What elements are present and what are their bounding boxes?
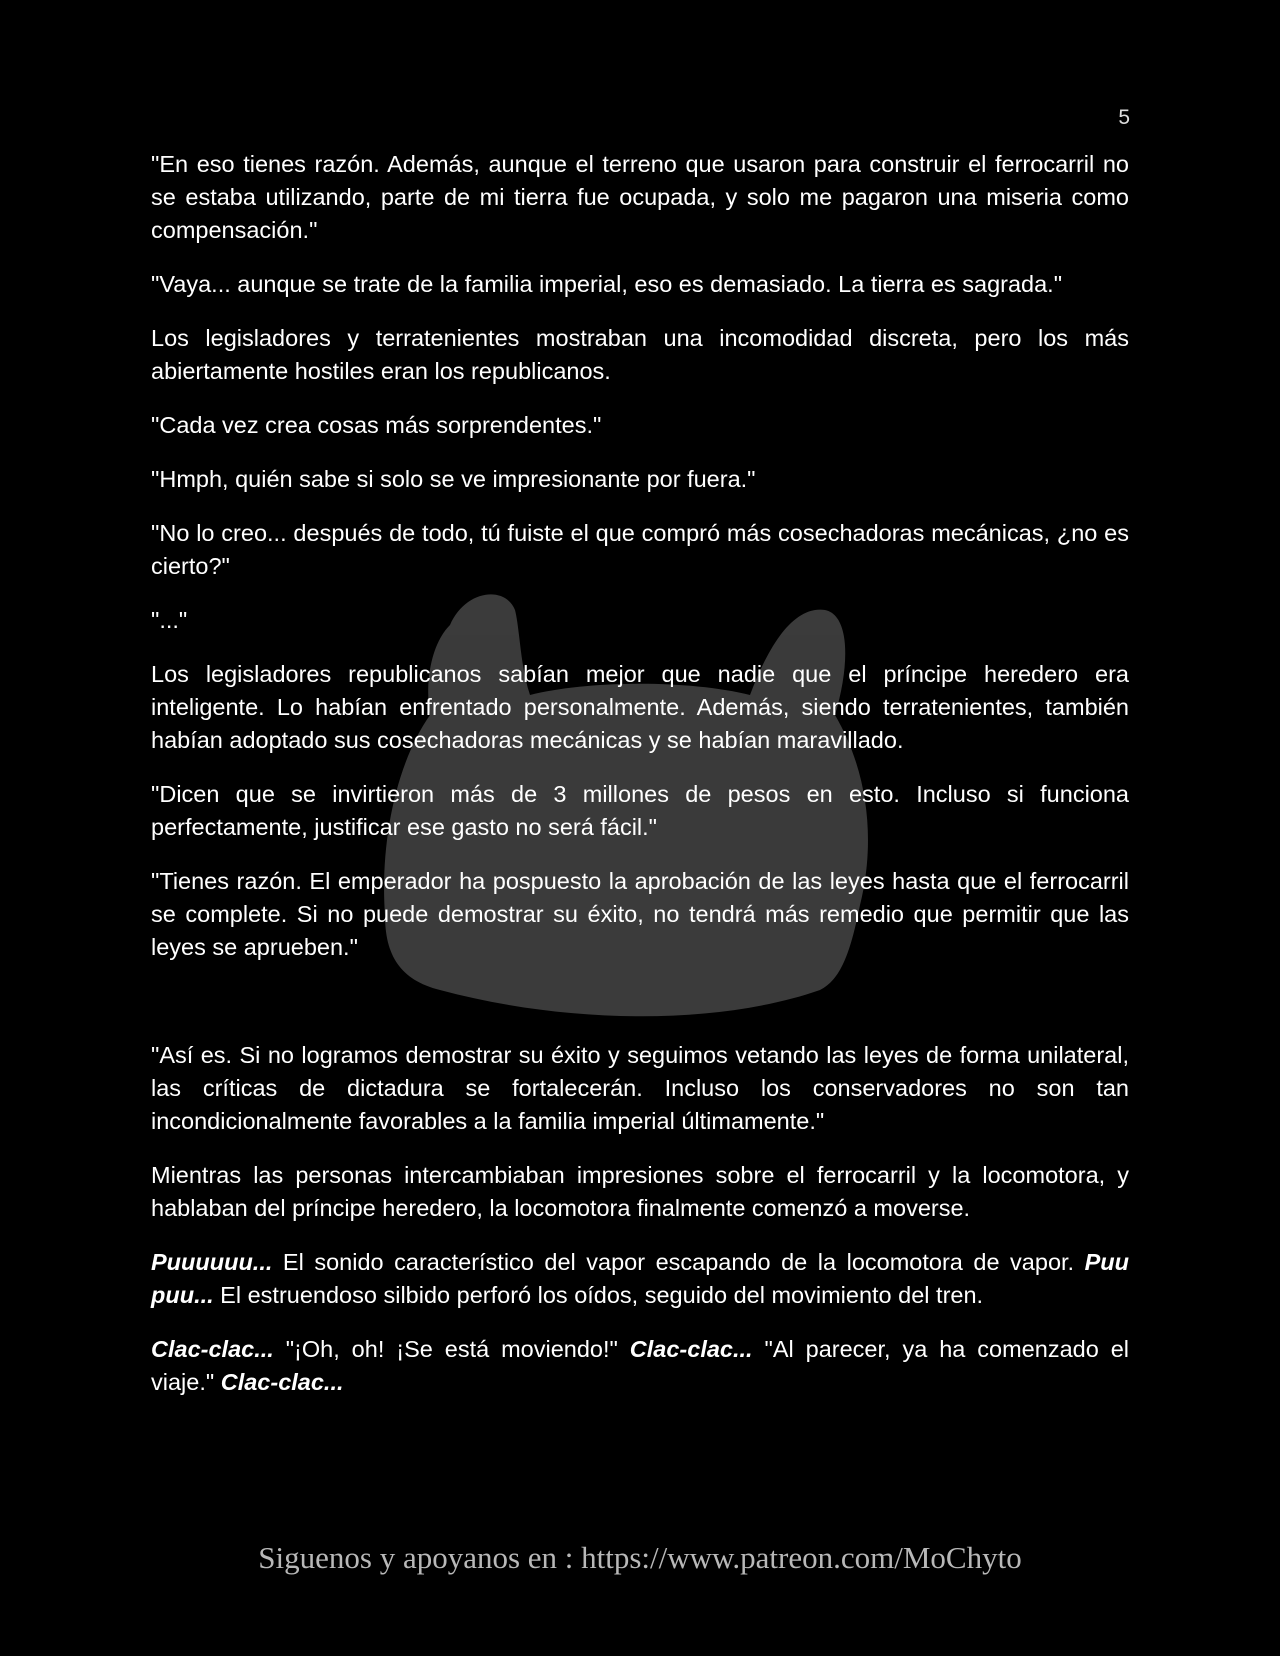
text-body: [151, 148, 1129, 1420]
paragraph-text: Mientras las personas intercambiaban impresiones sobre el ferrocarril y la locomotora, y hablaban del príncipe heredero, la locomotora finalmente comenzó a moverse.: [151, 1162, 1129, 1221]
paragraph-text: El sonido característico del vapor escapando de la locomotora de vapor.: [272, 1249, 1085, 1275]
paragraph: [151, 1246, 1129, 1312]
sound-effect-text: Puu puu...: [151, 1249, 1129, 1308]
sound-effect-text: Clac-clac...: [629, 1336, 753, 1362]
paragraph-text: "Dicen que se invirtieron más de 3 millones de pesos en esto. Incluso si funciona perfectamente, justificar ese gasto no será fácil.": [151, 781, 1129, 840]
paragraph: [151, 463, 1129, 496]
paragraph-text: "En eso tienes razón. Además, aunque el terreno que usaron para construir el ferrocarril no se estaba utilizando, parte de mi tierra fue ocupada, y solo me pagaron una miseria como compensación.": [151, 151, 1129, 243]
paragraph: [151, 148, 1129, 247]
paragraph: [151, 409, 1129, 442]
paragraph-text: "Tienes razón. El emperador ha pospuesto la aprobación de las leyes hasta que el ferrocarril se complete. Si no puede demostrar su éxito, no tendrá más remedio que permitir que las leyes se aprueben.": [151, 868, 1129, 960]
paragraph-text: El estruendoso silbido perforó los oídos, seguido del movimiento del tren.: [213, 1282, 984, 1308]
paragraph: [151, 1159, 1129, 1225]
sound-effect-text: Puuuuuu...: [151, 1249, 273, 1275]
paragraph-text: "...": [151, 607, 188, 633]
paragraph-text: Los legisladores republicanos sabían mejor que nadie que el príncipe heredero era inteligente. Lo habían enfrentado personalmente. Además, siendo terratenientes, también habían adoptado sus cosechadoras mecánicas y se habían maravillado.: [151, 661, 1129, 753]
paragraph: [151, 865, 1129, 964]
paragraph-text: Los legisladores y terratenientes mostraban una incomodidad discreta, pero los más abiertamente hostiles eran los republicanos.: [151, 325, 1129, 384]
paragraph: [151, 517, 1129, 583]
paragraph: [151, 658, 1129, 757]
paragraph: [151, 268, 1129, 301]
paragraph-text: "Hmph, quién sabe si solo se ve impresionante por fuera.": [151, 466, 756, 492]
paragraph-text: "¡Oh, oh! ¡Se está moviendo!": [273, 1336, 630, 1362]
footer-patreon-link: Siguenos y apoyanos en : https://www.patreon.com/MoChyto: [258, 1540, 1022, 1575]
page-number: 5: [1118, 106, 1130, 129]
paragraph: [151, 1039, 1129, 1138]
paragraph: [151, 604, 1129, 637]
paragraph-text: "No lo creo... después de todo, tú fuiste el que compró más cosechadoras mecánicas, ¿no es cierto?": [151, 520, 1129, 579]
paragraph-text: "Así es. Si no logramos demostrar su éxito y seguimos vetando las leyes de forma unilateral, las críticas de dictadura se fortalecerán. Incluso los conservadores no son tan incondicionalmente favorables a la familia imperial últimamente.": [151, 1042, 1129, 1134]
paragraph: [151, 778, 1129, 844]
sound-effect-text: Clac-clac...: [220, 1369, 344, 1395]
paragraph-text: "Al parecer, ya ha comenzado el viaje.": [151, 1336, 1129, 1395]
paragraph-text: "Vaya... aunque se trate de la familia imperial, eso es demasiado. La tierra es sagrada.": [151, 271, 1063, 297]
paragraph: [151, 1333, 1129, 1399]
sound-effect-text: Clac-clac...: [151, 1336, 274, 1362]
paragraph: [151, 322, 1129, 388]
paragraph-text: "Cada vez crea cosas más sorprendentes.": [151, 412, 602, 438]
